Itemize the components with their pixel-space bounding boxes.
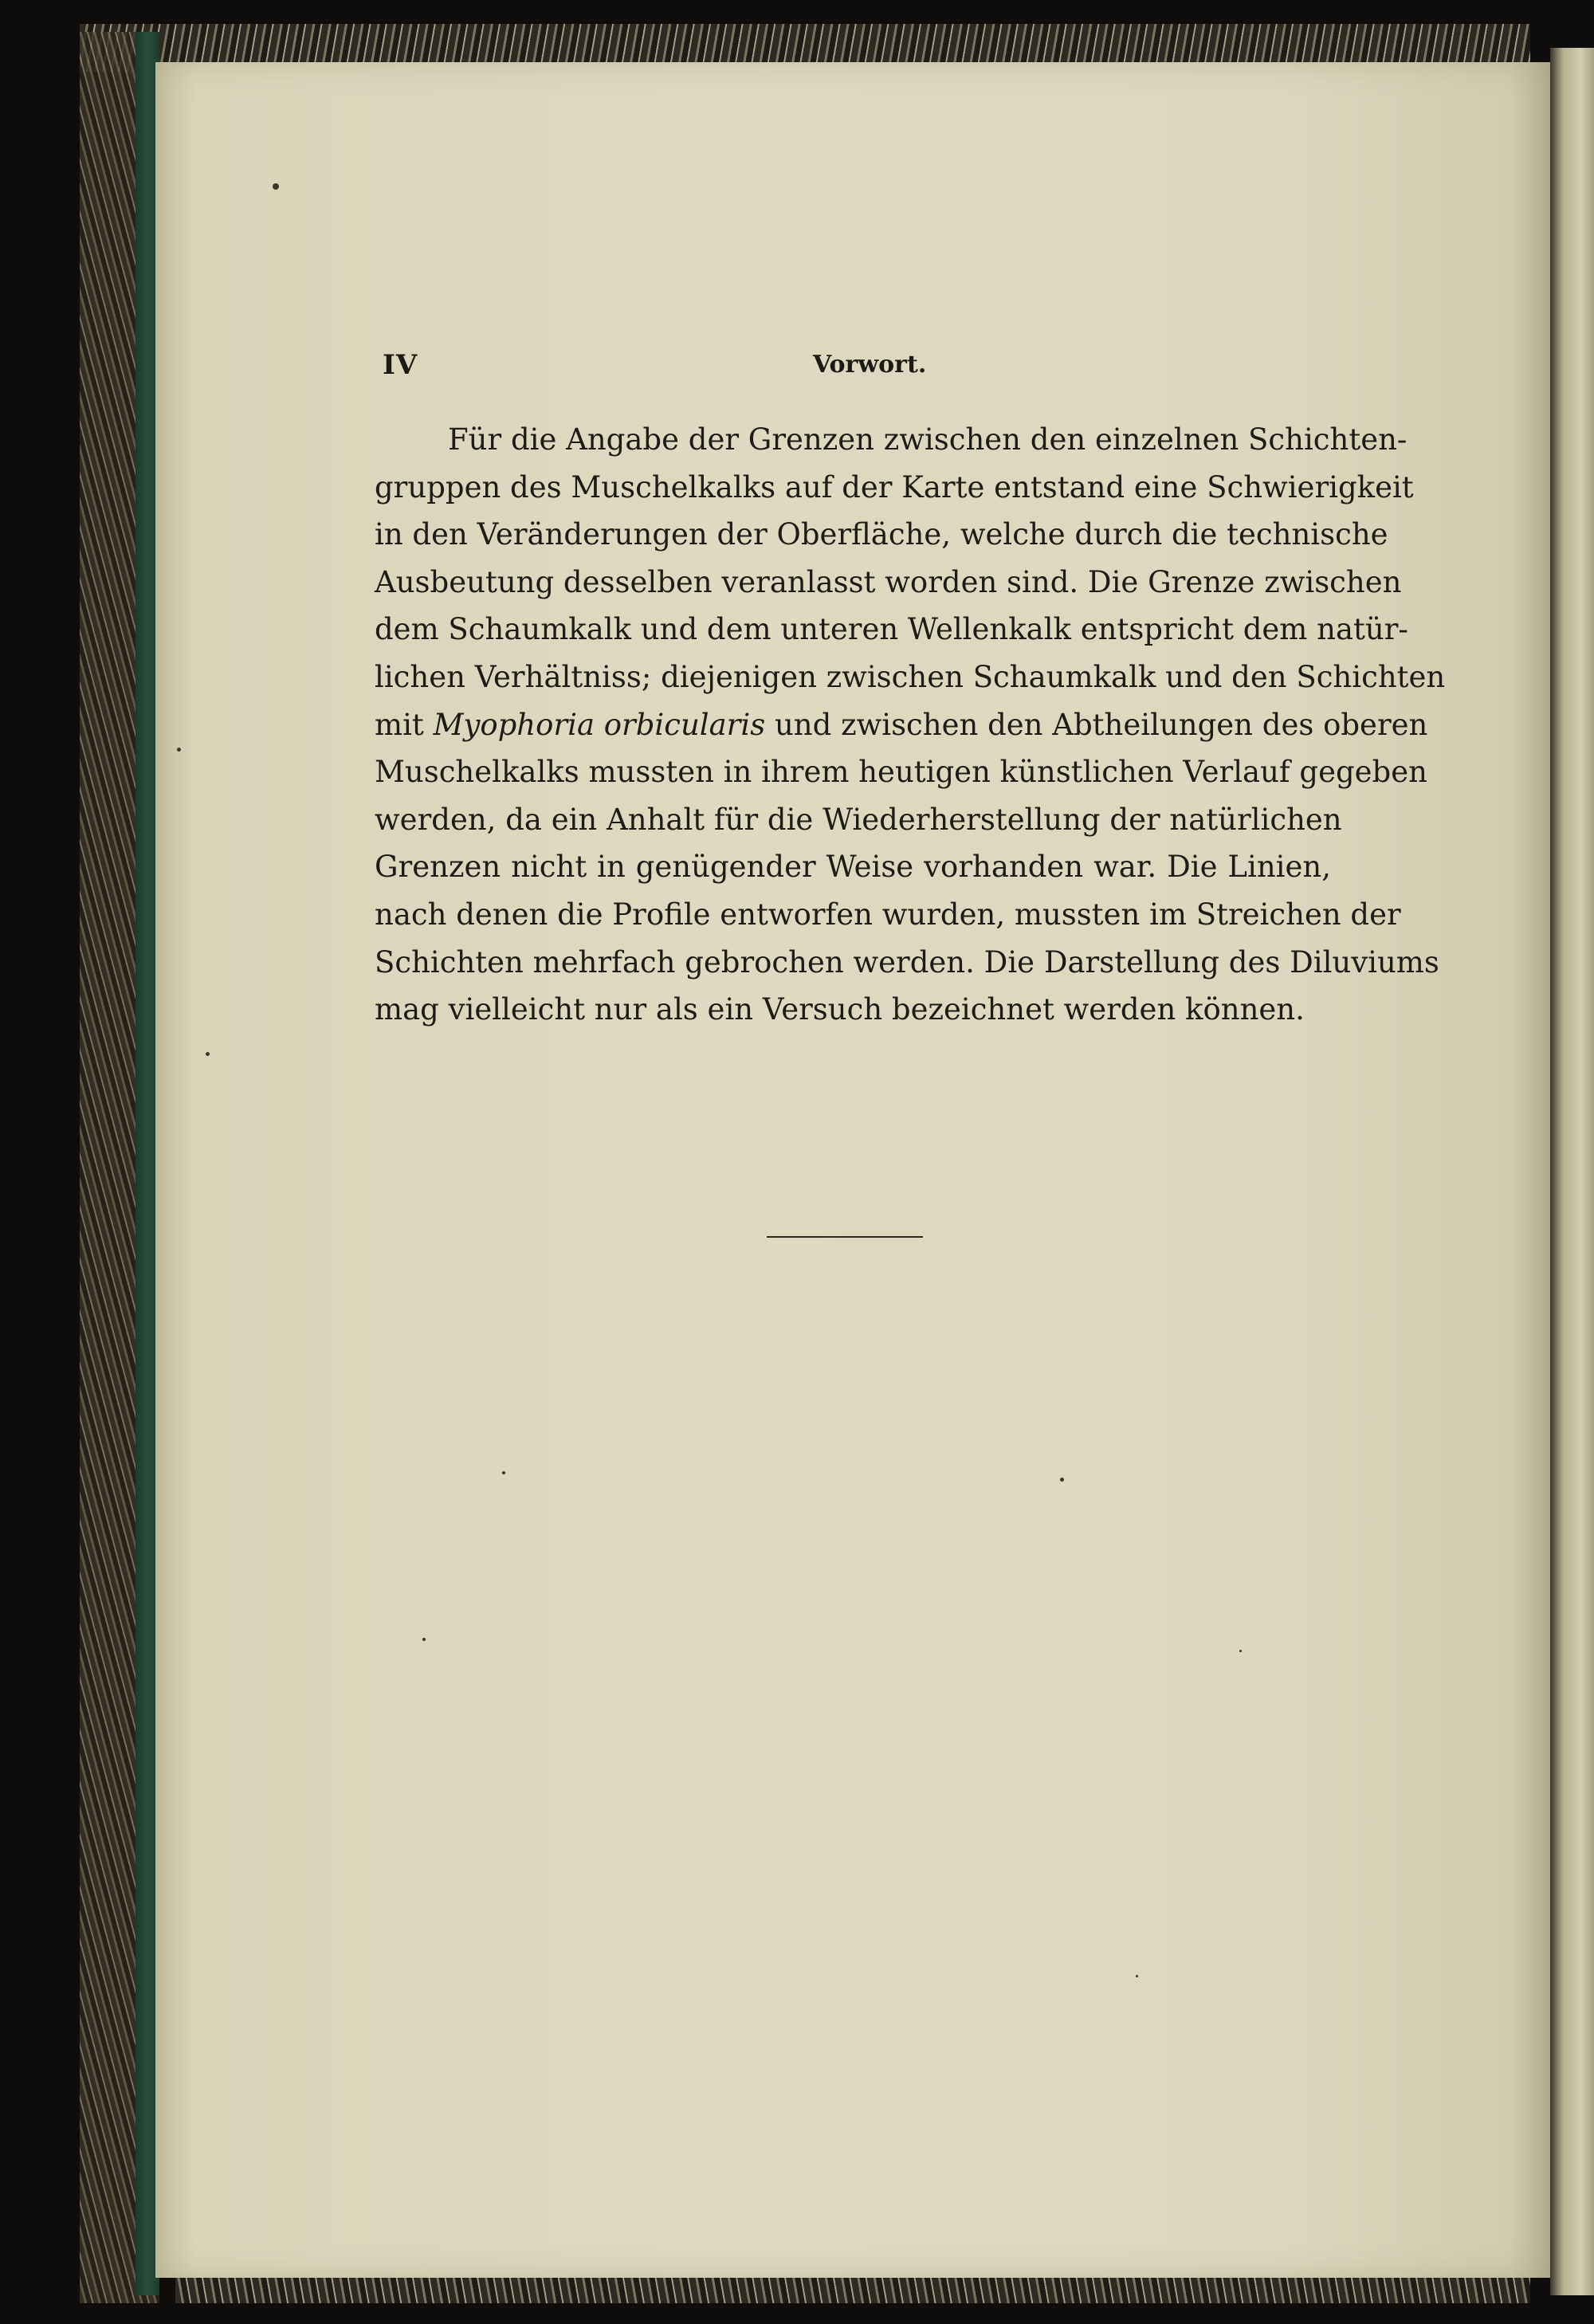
paper-speck xyxy=(273,183,279,190)
body-paragraph xyxy=(375,416,1446,1034)
text-segment: und zwischen den Abtheilungen des oberen xyxy=(765,707,1428,742)
text-line: nach denen die Profile entworfen wurden, mussten im Streichen der xyxy=(375,897,1401,932)
paper-speck xyxy=(502,1471,505,1474)
text-line: Schichten mehrfach gebrochen werden. Die Darstellung des Diluviums xyxy=(375,944,1439,979)
text-line: werden, da ein Anhalt für die Wiederherstellung der natürlichen xyxy=(375,802,1342,837)
text-line: Muschelkalks mussten in ihrem heutigen künstlichen Verlauf gegeben xyxy=(375,755,1427,790)
running-title: Vorwort. xyxy=(813,351,927,379)
text-line xyxy=(375,701,1428,749)
species-name: Myophoria orbicularis xyxy=(433,707,766,742)
paper-speck xyxy=(1060,1478,1064,1482)
paper-speck xyxy=(1239,1650,1242,1652)
paper-speck xyxy=(1136,1975,1138,1977)
running-head xyxy=(383,349,1339,389)
paper-speck xyxy=(422,1638,426,1641)
text-line: Ausbeutung desselben veranlasst worden sind. Die Grenze zwischen xyxy=(375,564,1402,599)
book-page xyxy=(155,62,1550,2278)
text-line: gruppen des Muschelkalks auf der Karte entstand eine Schwierigkeit xyxy=(375,469,1414,504)
section-end-rule xyxy=(767,1236,923,1238)
paper-speck xyxy=(206,1052,210,1056)
page-number: IV xyxy=(383,349,418,381)
text-line: Für die Angabe der Grenzen zwischen den einzelnen Schichten- xyxy=(448,422,1408,457)
next-page-edge xyxy=(1550,48,1594,2295)
paper-speck xyxy=(177,748,181,752)
text-line: in den Veränderungen der Oberfläche, welche durch die technische xyxy=(375,517,1388,552)
text-line: Grenzen nicht in genügender Weise vorhanden war. Die Linien, xyxy=(375,850,1331,885)
text-segment: mit xyxy=(375,707,434,742)
text-line: lichen Verhältniss; diejenigen zwischen Schaumkalk und den Schichten xyxy=(375,659,1446,694)
text-line: mag vielleicht nur als ein Versuch bezeichnet werden können. xyxy=(375,992,1305,1027)
text-line: dem Schaumkalk und dem unteren Wellenkalk entspricht dem natür- xyxy=(375,612,1408,647)
